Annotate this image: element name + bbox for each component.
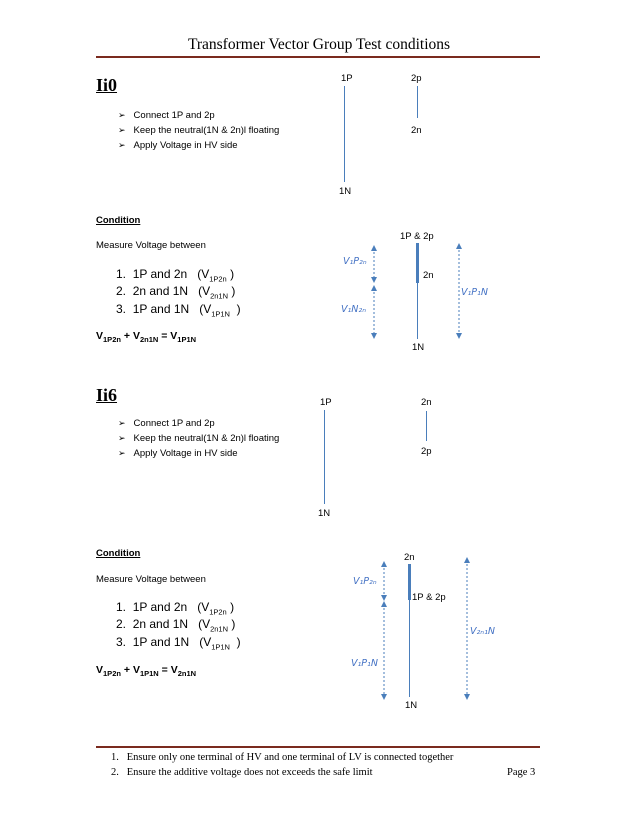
measure-item: 2. 2n and 1N ($V_{2n1N}$ ) [116, 284, 236, 301]
terminal-label-1p-2p: 1P & 2p [412, 592, 446, 603]
voltage-label-v2n1n: V₂ₙ₁N [470, 626, 496, 637]
voltage-label-v1n2n: V₁N₂ₙ [341, 304, 367, 315]
terminal-label-1n: 1N [318, 508, 331, 519]
page-title: Transformer Vector Group Test conditions [187, 36, 451, 53]
voltage-label-v1p1n: V₁P₁N [461, 287, 488, 298]
measure-text: Measure Voltage between [96, 240, 206, 251]
terminal-label-2p: 2p [411, 73, 422, 84]
measure-item: 3. 1P and 1N ($V_{1P1N}$ ) [116, 302, 241, 319]
measure-item: 3. 1P and 1N ($V_{1P1N}$ ) [116, 635, 241, 652]
voltage-equation: $V_{1P2n} + V_{1P1N} = V_{2n1N}$ [96, 664, 197, 679]
footer-rule [96, 746, 540, 748]
arrow-bullet-icon: ➢ [118, 433, 126, 443]
arrow-bullet-icon: ➢ [118, 418, 126, 428]
terminal-label-2n: 2n [411, 125, 422, 136]
terminal-label-1n: 1N [412, 342, 425, 353]
bullet-text: Connect 1P and 2p [133, 110, 215, 121]
voltage-label-v1p2n: V₁P₂ₙ [353, 576, 377, 587]
condition-label: Condition [96, 548, 141, 559]
bullet-text: Connect 1P and 2p [133, 418, 215, 429]
page-number: Page 3 [507, 767, 536, 778]
bullet-text: Keep the neutral(1N & 2n)l floating [133, 433, 280, 444]
bullet-text: Keep the neutral(1N & 2n)l floating [133, 125, 280, 136]
condition-label: Condition [96, 215, 141, 226]
terminal-label-2p: 2p [421, 446, 432, 457]
voltage-label-v1p1n: V₁P₁N [351, 658, 378, 669]
measure-text: Measure Voltage between [96, 574, 206, 585]
terminal-label-1p-2p: 1P & 2p [400, 231, 434, 242]
voltage-label-v1p2n: V₁P₂ₙ [343, 256, 367, 267]
section-heading-ii0: Ii0 [96, 75, 118, 95]
terminal-label-2n: 2n [421, 397, 432, 408]
measure-item: 1. 1P and 2n ($V_{1P2n}$ ) [116, 267, 235, 284]
footer-note: 2. Ensure the additive voltage does not exceeds the safe limit [111, 767, 373, 778]
terminal-label-2n: 2n [404, 552, 415, 563]
footer-note: 1. Ensure only one terminal of HV and one terminal of LV is connected together [111, 752, 454, 763]
bullet-text: Apply Voltage in HV side [133, 140, 238, 151]
arrow-bullet-icon: ➢ [118, 448, 126, 458]
terminal-label-2n: 2n [423, 270, 434, 281]
arrow-bullet-icon: ➢ [118, 140, 126, 150]
terminal-label-1p: 1P [320, 397, 332, 408]
terminal-label-1n: 1N [405, 700, 418, 711]
bullet-text: Apply Voltage in HV side [133, 448, 238, 459]
measure-item: 1. 1P and 2n ($V_{1P2n}$ ) [116, 600, 235, 617]
voltage-equation: $V_{1P2n} + V_{2n1N} = V_{1P1N}$ [96, 330, 197, 345]
terminal-label-1n: 1N [339, 186, 352, 197]
arrow-bullet-icon: ➢ [118, 110, 126, 120]
terminal-label-1p: 1P [341, 73, 353, 84]
measure-item: 2. 2n and 1N ($V_{2n1N}$ ) [116, 617, 236, 634]
arrow-bullet-icon: ➢ [118, 125, 126, 135]
section-heading-ii6: Ii6 [96, 385, 118, 405]
